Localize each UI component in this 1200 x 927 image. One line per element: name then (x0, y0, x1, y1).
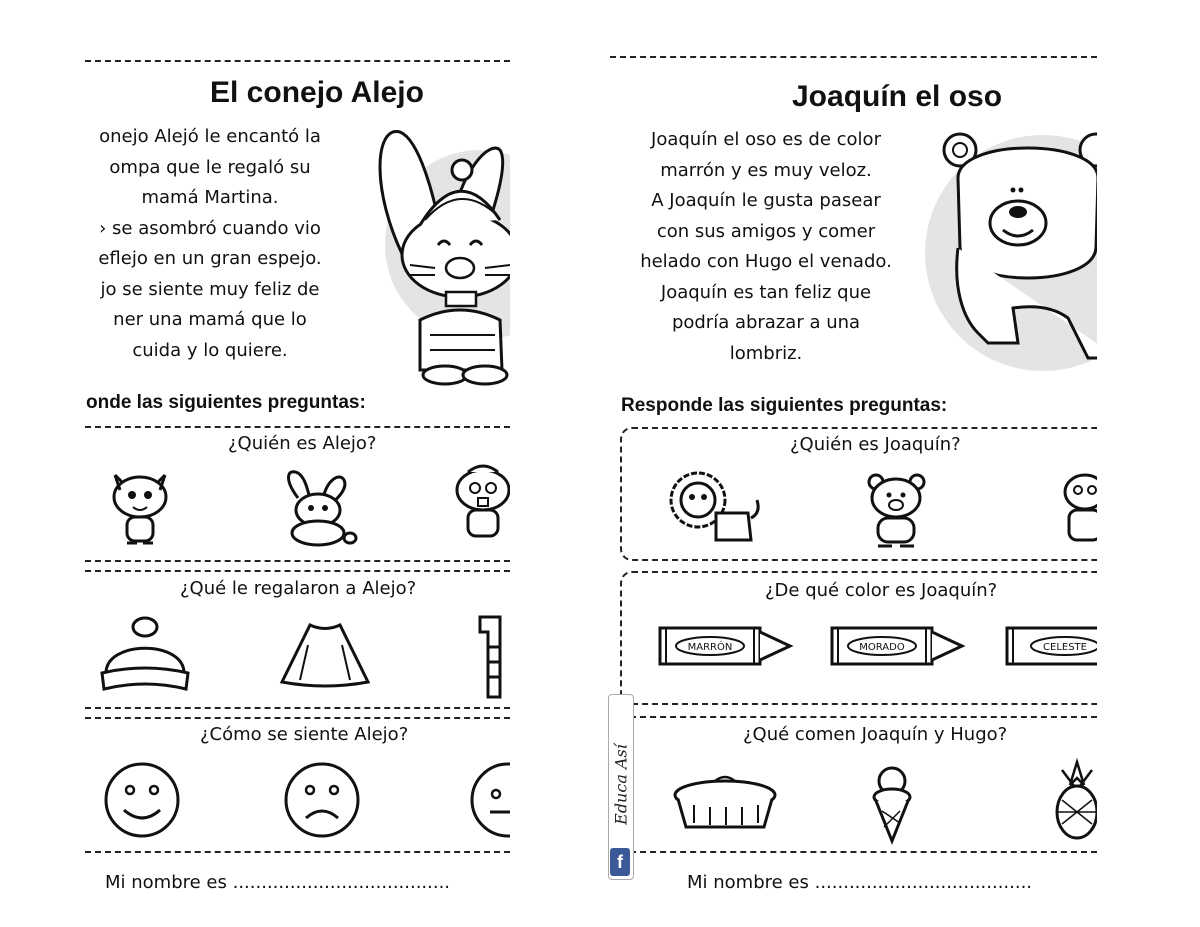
section-divider (85, 426, 510, 428)
left-instructions: onde las siguientes preguntas: (86, 392, 366, 413)
section-divider (620, 851, 1097, 853)
story-line: marrón y es muy veloz. (660, 159, 872, 181)
rabbit-icon (278, 468, 358, 552)
monkey-icon (1055, 470, 1097, 554)
story-line: A Joaquín le gusta pasear (651, 190, 881, 211)
crayon-label: MARRÓN (687, 642, 733, 653)
pineapple-icon (1052, 760, 1097, 844)
crayon-purple (830, 624, 965, 672)
left-worksheet (0, 0, 510, 927)
story-line: lombriz. (729, 342, 803, 364)
section-divider (85, 707, 510, 709)
neutral-face-icon (468, 760, 510, 844)
crayon-label: CELESTE (1043, 642, 1087, 653)
sweater-icon (280, 620, 370, 694)
story-line: Joaquín es tan feliz que (660, 281, 872, 303)
hat-icon (98, 615, 193, 699)
story-line: mamá Martina. (141, 187, 279, 208)
section-divider (85, 560, 510, 562)
top-divider (85, 60, 510, 62)
bear-icon (864, 470, 929, 554)
story-line: podría abrazar a una (671, 312, 861, 333)
section-divider (85, 717, 510, 719)
left-title: El conejo Alejo (210, 76, 424, 109)
ice-cream-icon (870, 765, 914, 849)
question-feeling: ¿Cómo se siente Alejo? (200, 724, 409, 745)
question-gift: ¿Qué le regalaron a Alejo? (180, 578, 417, 599)
bunny-illustration (350, 120, 510, 390)
right-story (616, 125, 916, 369)
pie-icon (670, 773, 780, 837)
story-line: cuida y lo quiere. (132, 339, 288, 361)
right-title: Joaquín el oso (792, 80, 1003, 113)
story-line: eflejo en un gran espejo. (98, 248, 322, 269)
cat-icon (105, 465, 175, 554)
name-prompt: Mi nombre es ...................................... (105, 872, 451, 893)
facebook-icon[interactable]: f (610, 848, 630, 876)
scarf-icon (470, 612, 510, 706)
story-line: con sus amigos y comer (656, 220, 876, 242)
crayon-light-blue (1005, 624, 1097, 672)
beaver-icon (448, 460, 510, 549)
story-line: › se asombró cuando vio (99, 217, 321, 239)
watermark-text: Educa Así (611, 744, 631, 825)
question-food: ¿Qué comen Joaquín y Hugo? (743, 724, 1008, 745)
crayon-label: MORADO (859, 642, 905, 653)
section-divider (620, 716, 1097, 718)
story-line: ner una mamá que lo (113, 309, 307, 330)
lion-icon (666, 468, 761, 552)
story-line: ompa que le regaló su (109, 156, 311, 178)
question-color: ¿De qué color es Joaquín? (765, 580, 998, 601)
right-worksheet (600, 0, 1097, 927)
sad-face-icon (282, 760, 362, 844)
crayon-brown (658, 624, 793, 672)
right-instructions: Responde las siguientes preguntas: (621, 395, 948, 416)
story-line: onejo Alejó le encantó la (99, 126, 321, 147)
bear-illustration (918, 118, 1097, 378)
name-prompt: Mi nombre es ...................................... (687, 872, 1033, 893)
section-divider (85, 851, 510, 853)
story-line: helado con Hugo el venado. (640, 251, 892, 272)
top-divider (610, 56, 1097, 58)
question-who: ¿Quién es Joaquín? (790, 434, 961, 455)
left-story (70, 122, 350, 366)
section-divider (85, 570, 510, 572)
story-line: Joaquín el oso es de color (651, 129, 881, 150)
story-line: jo se siente muy feliz de (100, 278, 320, 300)
question-who: ¿Quién es Alejo? (228, 433, 377, 454)
happy-face-icon (102, 760, 182, 844)
